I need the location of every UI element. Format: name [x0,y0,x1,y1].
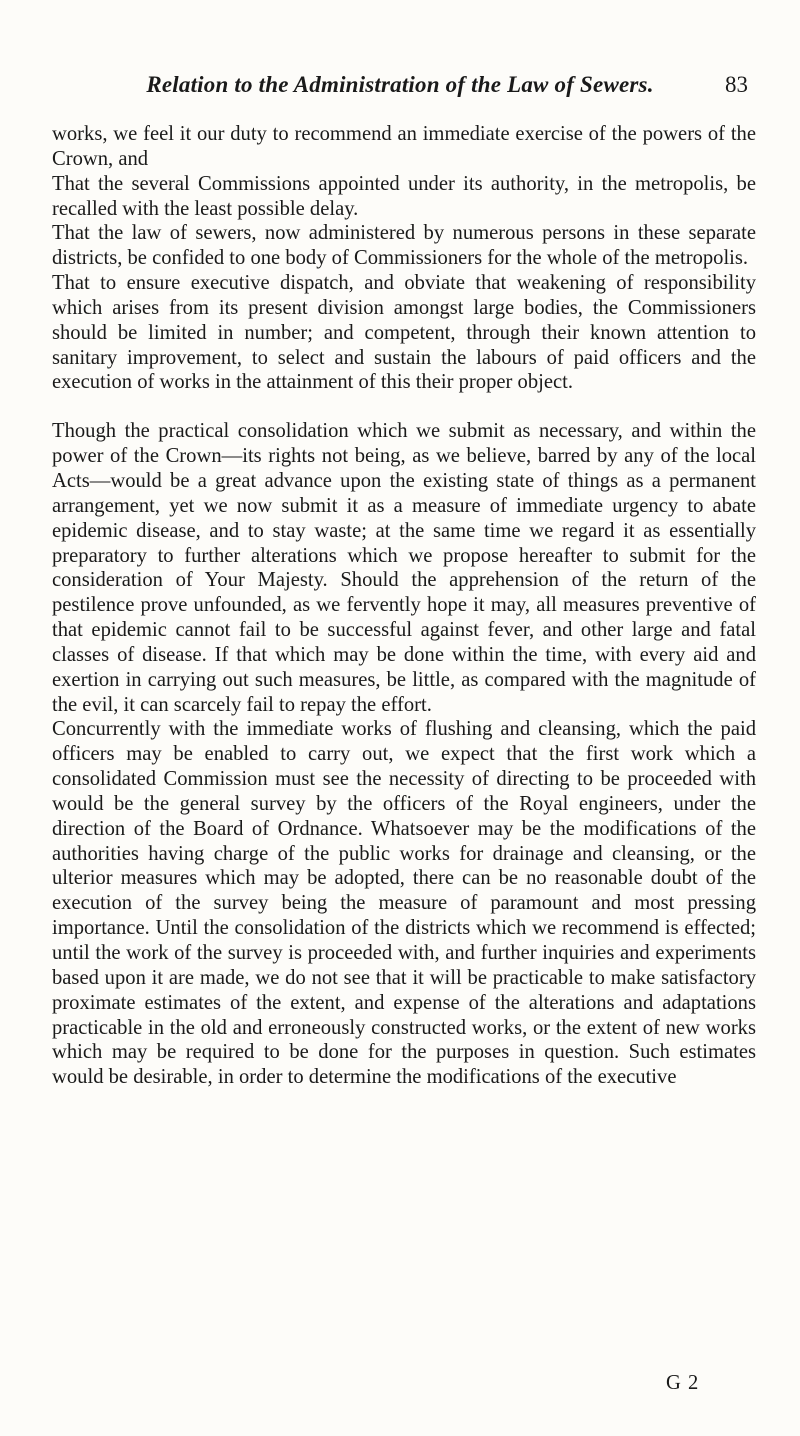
paragraph: works, we feel it our duty to recommend an immediate exercise of the powers of the Crown, and [52,123,756,170]
body-text [52,122,756,1090]
page-number: 83 [725,72,748,97]
paragraph: That to ensure executive dispatch, and obviate that weakening of responsibility which arises from its present division amongst large bodies, the Commissioners should be limited in number; and competent, through their known attention to sanitary improvement, to select and sustain the labours of paid officers and the execution of works in the attainment of this their proper object. [52,272,756,394]
signature-mark: G 2 [666,1372,700,1394]
paragraph: That the law of sewers, now administered by numerous persons in these separate districts, be confided to one body of Commissioners for the whole of the metropolis. [52,222,756,270]
paragraph: Concurrently with the immediate works of flushing and cleansing, which the paid officers may be enabled to carry out, we expect that the first work which a consolidated Commission must see the necessity of directing to be proceeded with would be the general survey by the officers of the Royal engineers, under the direction of the Board of Ordnance. Whatsoever may be the modifications of the authorities having charge of the public works for drainage and cleansing, or the ulterior measures which may be adopted, there can be no reasonable doubt of the execution of the survey being the measure of paramount and most pressing importance. Until the consolidation of the districts which we recommend is effected; until the work of the survey is proceeded with, and further inquiries and experiments based upon it are made, we do not see that it will be practicable to make satisfactory proximate estimates of the extent, and expense of the alterations and adaptations practicable in the old and erroneously constructed works, or the extent of new works which may be required to be done for the purposes in question. Such estimates would be desirable, in order to determine the modifications of the executive [52,718,756,1089]
paragraph: Though the practical consolidation which we submit as necessary, and within the power of the Crown—its rights not being, as we believe, barred by any of the local Acts—would be a great advance upon the existing state of things as a permanent arrangement, yet we now submit it as a measure of immediate urgency to abate epidemic disease, and to stay waste; at the same time we regard it as essentially preparatory to further alterations which we propose hereafter to submit for the consideration of Your Majesty. Should the apprehension of the return of the pestilence prove unfounded, as we fervently hope it may, all measures preventive of that epidemic cannot fail to be successful against fever, and other large and fatal classes of disease. If that which may be done within the time, with every aid and exertion in carrying out such measures, be little, as compared with the magnitude of the evil, it can scarcely fail to repay the effort. [52,420,756,716]
running-title: Relation to the Administration of the Law of Sewers. [146,72,654,97]
paragraph: That the several Commissions appointed under its authority, in the metropolis, be recalled with the least possible delay. [52,172,756,220]
